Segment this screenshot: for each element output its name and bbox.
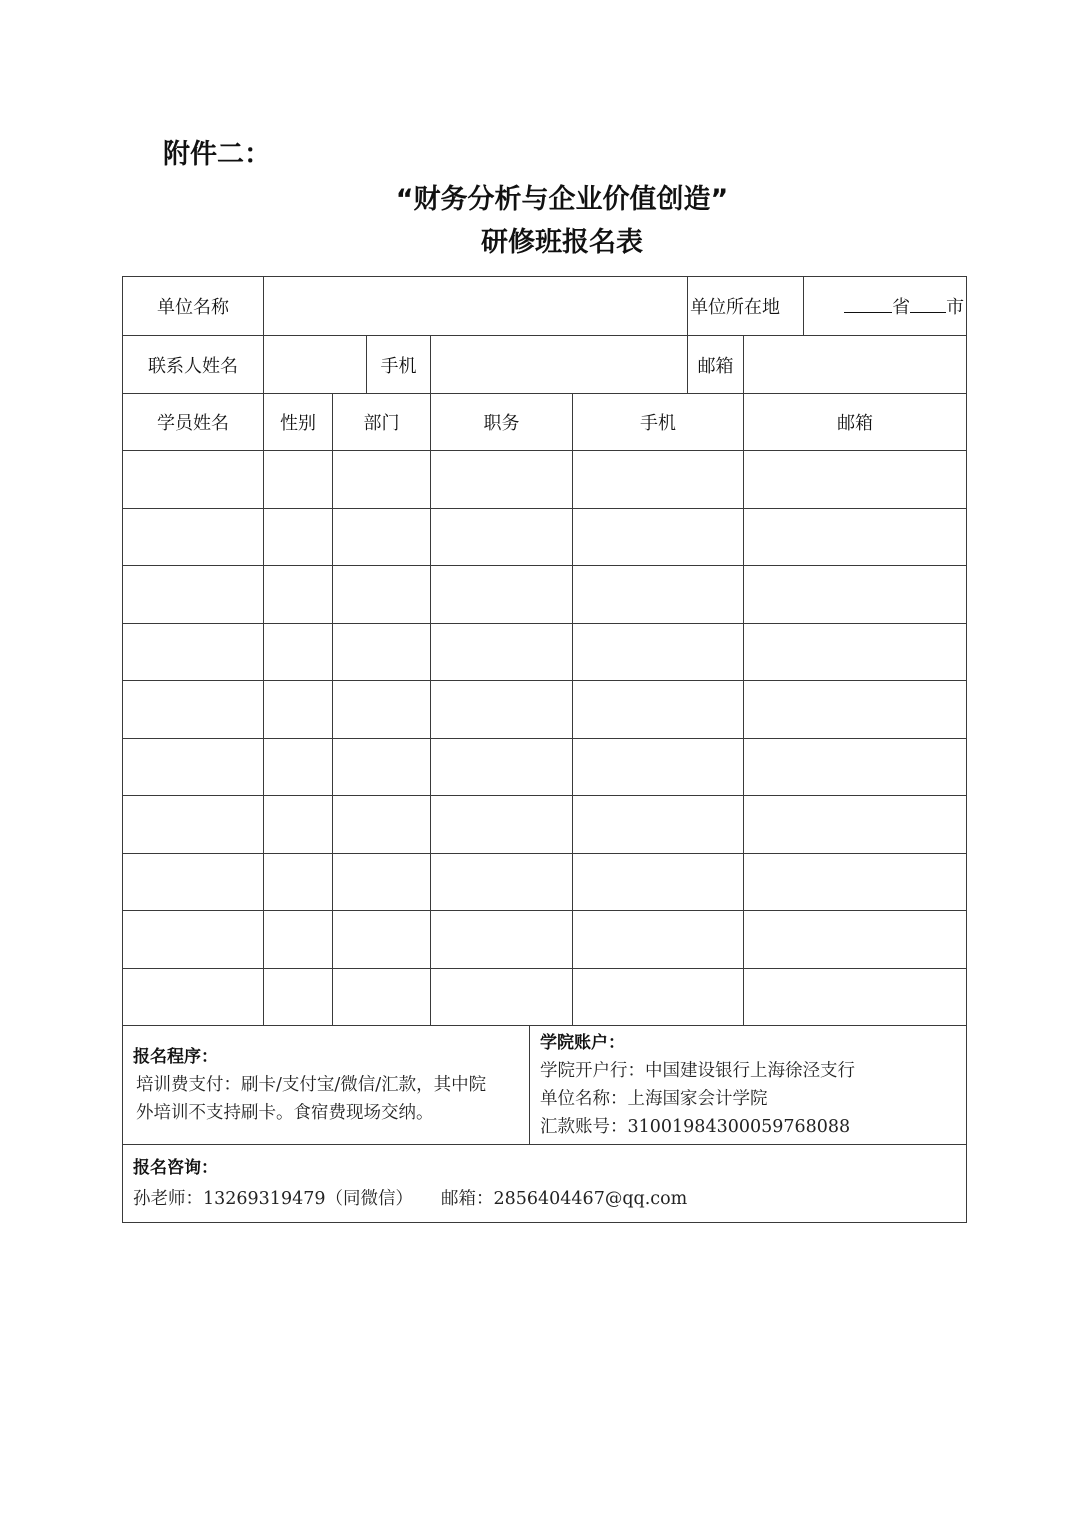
student-row <box>123 911 967 969</box>
registration-form-table <box>122 276 967 1223</box>
student-position-cell <box>431 623 573 681</box>
registration-consult-cell <box>123 1145 967 1223</box>
unit-location-label: 单位所在地 <box>688 277 804 336</box>
attachment-label: 附件二： <box>163 139 271 170</box>
title-line-1: “财务分析与企业价值创造” <box>395 184 729 215</box>
student-gender-cell <box>264 451 333 509</box>
student-phone-cell <box>573 796 744 854</box>
student-phone-cell <box>573 968 744 1026</box>
student-header-row <box>123 394 967 451</box>
student-email-cell <box>744 681 967 739</box>
student-position-cell <box>431 738 573 796</box>
student-name-header: 学员姓名 <box>123 394 264 451</box>
student-department-cell <box>333 681 431 739</box>
student-position-cell <box>431 566 573 624</box>
student-department-cell <box>333 451 431 509</box>
title-line-2: 研修班报名表 <box>481 227 643 258</box>
student-department-cell <box>333 738 431 796</box>
student-phone-cell <box>573 623 744 681</box>
consult-contact: 孙老师：13269319479（同微信） <box>133 1188 413 1209</box>
contact-name-label: 联系人姓名 <box>123 336 264 394</box>
contact-phone-field <box>431 336 688 394</box>
student-name-cell <box>123 681 264 739</box>
student-phone-cell <box>573 681 744 739</box>
registration-line-2: 外培训不支持刷卡。食宿费现场交纳。 <box>136 1103 434 1123</box>
student-position-cell <box>431 681 573 739</box>
student-gender-cell <box>264 796 333 854</box>
student-name-cell <box>123 968 264 1026</box>
student-position-cell <box>431 796 573 854</box>
student-name-cell <box>123 853 264 911</box>
contact-email-field <box>744 336 967 394</box>
student-position-cell <box>431 508 573 566</box>
account-unit-name: 单位名称：上海国家会计学院 <box>540 1089 768 1109</box>
student-email-cell <box>744 566 967 624</box>
student-department-cell <box>333 796 431 854</box>
student-phone-cell <box>573 451 744 509</box>
student-row <box>123 738 967 796</box>
province-blank <box>844 298 892 313</box>
student-name-cell <box>123 911 264 969</box>
student-row <box>123 508 967 566</box>
student-email-header: 邮箱 <box>744 394 967 451</box>
student-department-cell <box>333 566 431 624</box>
student-gender-cell <box>264 968 333 1026</box>
student-gender-cell <box>264 623 333 681</box>
student-position-cell <box>431 911 573 969</box>
student-row <box>123 451 967 509</box>
account-heading: 学院账户： <box>540 1033 625 1053</box>
student-phone-header: 手机 <box>573 394 744 451</box>
student-department-cell <box>333 853 431 911</box>
contact-phone-label: 手机 <box>367 336 431 394</box>
student-name-cell <box>123 623 264 681</box>
student-position-cell <box>431 451 573 509</box>
student-department-header: 部门 <box>333 394 431 451</box>
student-email-cell <box>744 911 967 969</box>
student-position-header: 职务 <box>431 394 573 451</box>
student-gender-cell <box>264 681 333 739</box>
consult-contact-line <box>133 1183 966 1215</box>
registration-heading: 报名程序： <box>133 1047 218 1067</box>
student-name-cell <box>123 508 264 566</box>
student-row <box>123 566 967 624</box>
student-row <box>123 796 967 854</box>
contact-row <box>123 336 967 394</box>
student-phone-cell <box>573 508 744 566</box>
student-name-cell <box>123 796 264 854</box>
city-label: 市 <box>946 297 965 318</box>
student-email-cell <box>744 796 967 854</box>
student-department-cell <box>333 508 431 566</box>
consult-row <box>123 1145 967 1223</box>
student-position-cell <box>431 853 573 911</box>
student-position-cell <box>431 968 573 1026</box>
student-gender-header: 性别 <box>264 394 333 451</box>
unit-name-field <box>264 277 688 336</box>
registration-line-1: 培训费支付：刷卡/支付宝/微信/汇款，其中院 <box>136 1075 487 1095</box>
student-email-cell <box>744 623 967 681</box>
city-blank <box>910 298 946 313</box>
contact-name-field <box>264 336 367 394</box>
student-row <box>123 853 967 911</box>
registration-procedure-cell <box>123 1026 530 1145</box>
consult-heading: 报名咨询： <box>133 1157 218 1178</box>
student-department-cell <box>333 911 431 969</box>
account-number: 汇款账号：31001984300059768088 <box>540 1117 851 1137</box>
student-name-cell <box>123 451 264 509</box>
student-email-cell <box>744 451 967 509</box>
consult-email: 邮箱：2856404467@qq.com <box>440 1188 688 1209</box>
college-account-cell <box>530 1026 967 1145</box>
student-email-cell <box>744 853 967 911</box>
student-email-cell <box>744 738 967 796</box>
student-row <box>123 681 967 739</box>
student-email-cell <box>744 968 967 1026</box>
student-phone-cell <box>573 738 744 796</box>
unit-name-label: 单位名称 <box>123 277 264 336</box>
student-phone-cell <box>573 566 744 624</box>
student-gender-cell <box>264 911 333 969</box>
account-bank: 学院开户行：中国建设银行上海徐泾支行 <box>540 1061 855 1081</box>
info-row <box>123 1026 967 1145</box>
student-name-cell <box>123 566 264 624</box>
student-gender-cell <box>264 738 333 796</box>
student-phone-cell <box>573 911 744 969</box>
contact-email-label: 邮箱 <box>688 336 744 394</box>
student-gender-cell <box>264 566 333 624</box>
student-phone-cell <box>573 853 744 911</box>
student-department-cell <box>333 623 431 681</box>
student-gender-cell <box>264 508 333 566</box>
student-row <box>123 623 967 681</box>
student-department-cell <box>333 968 431 1026</box>
student-name-cell <box>123 738 264 796</box>
province-label: 省 <box>892 297 911 318</box>
student-gender-cell <box>264 853 333 911</box>
student-row <box>123 968 967 1026</box>
unit-location-field <box>804 277 967 336</box>
unit-row <box>123 277 967 336</box>
student-email-cell <box>744 508 967 566</box>
